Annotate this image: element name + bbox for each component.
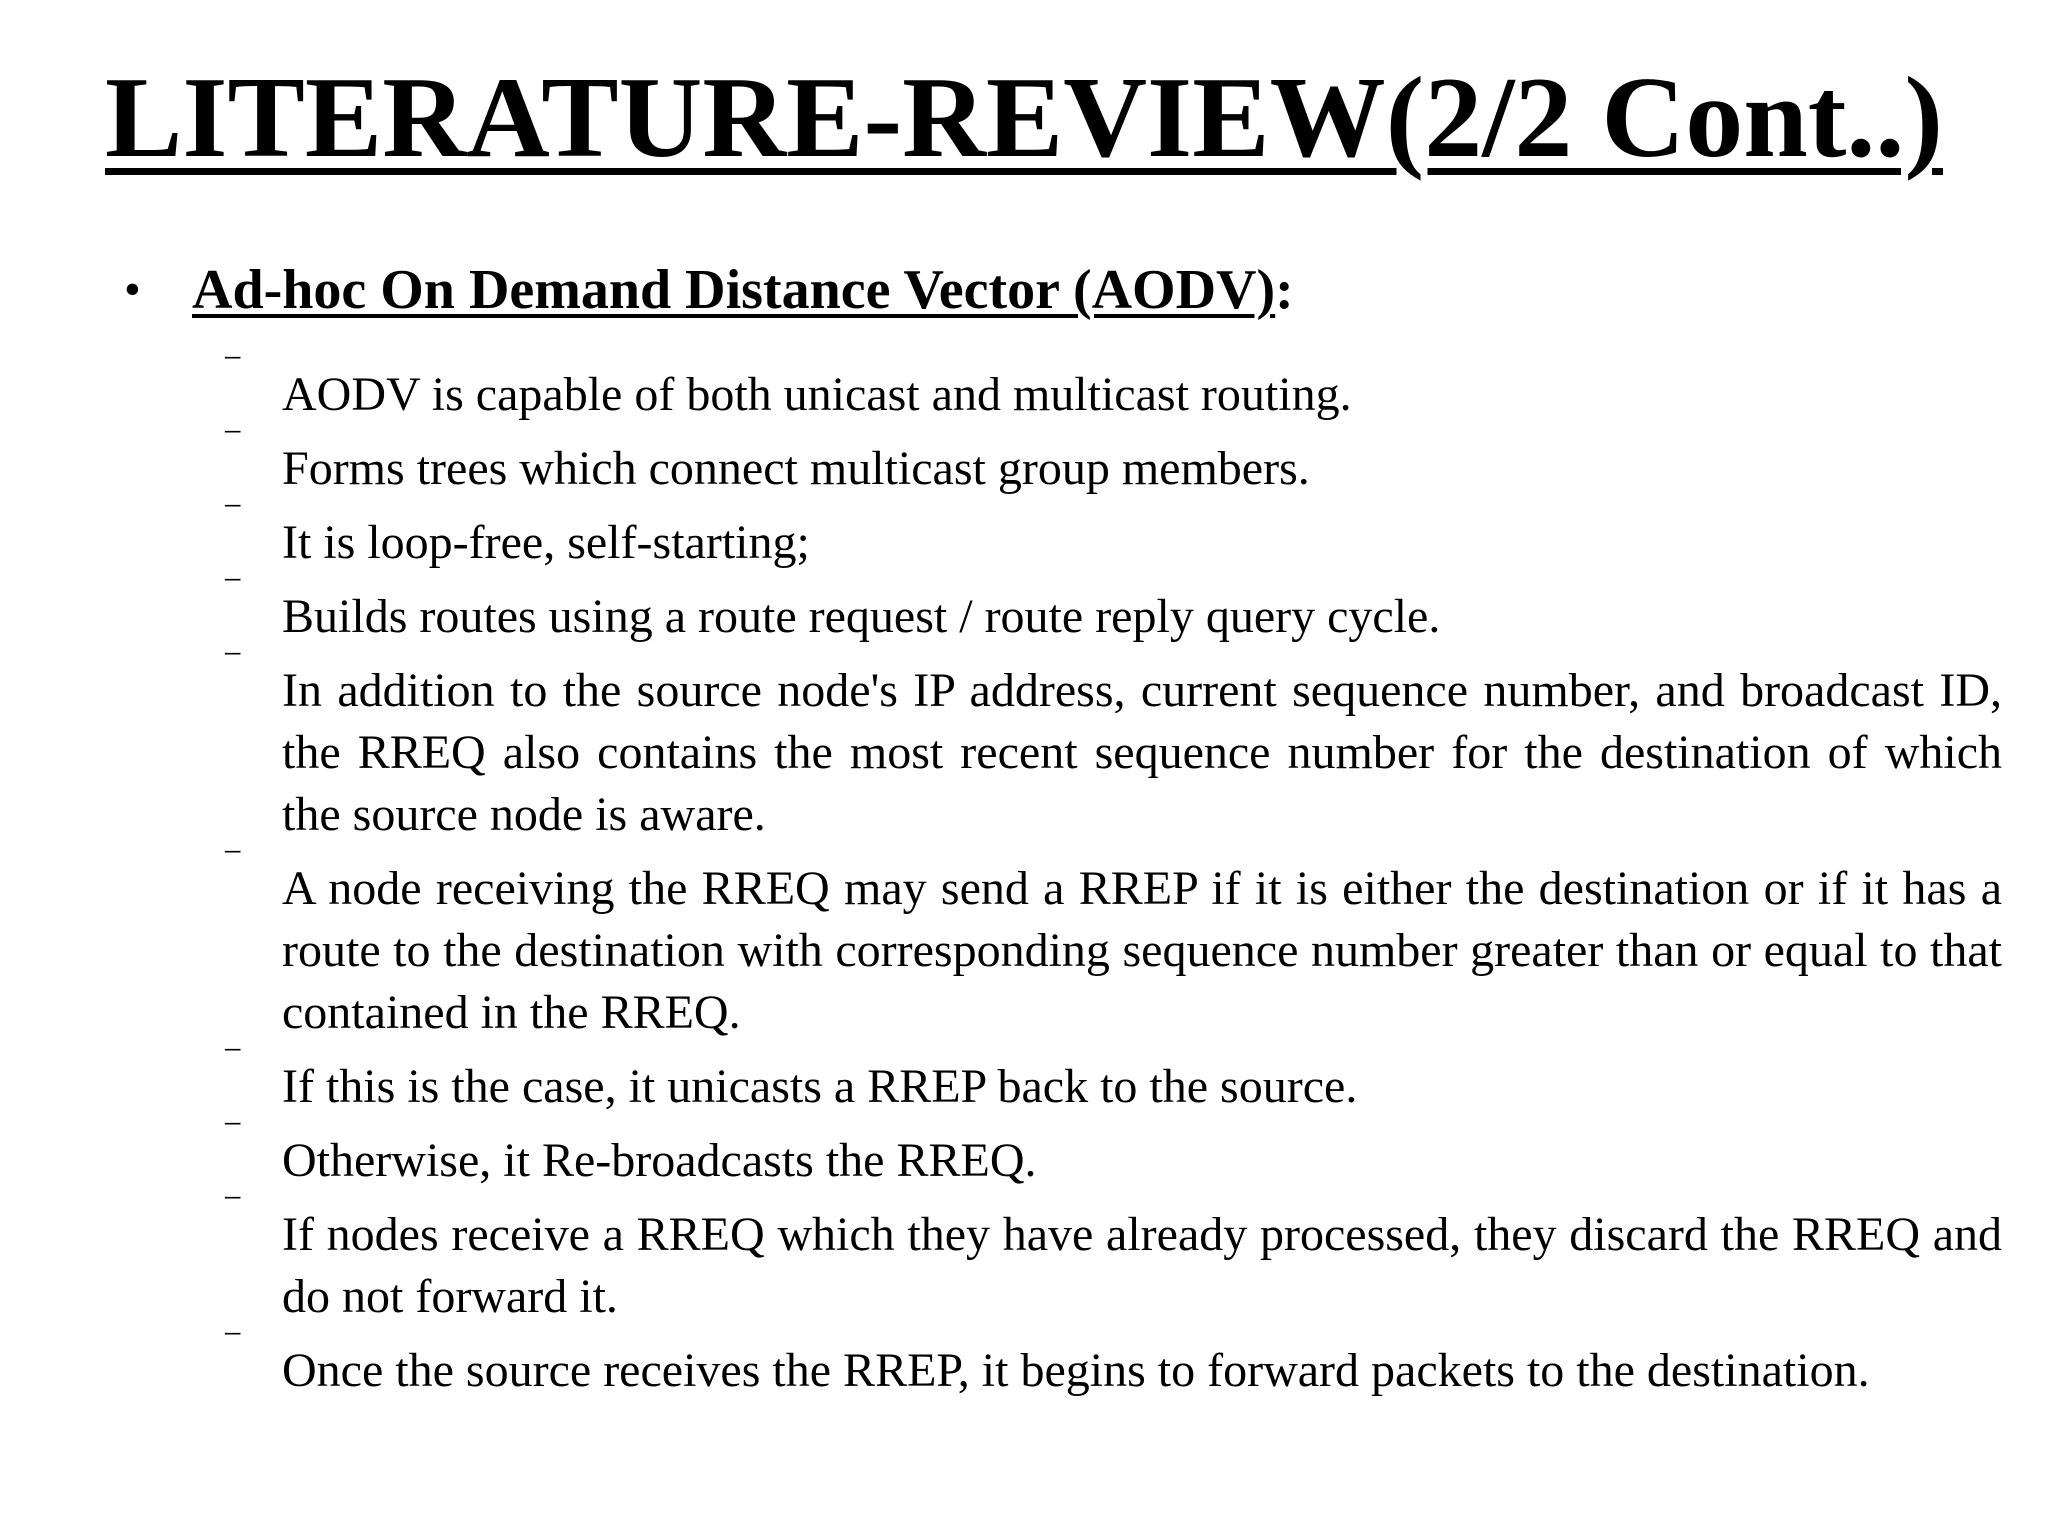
point-text: Otherwise, it Re-broadcasts the RREQ. <box>282 1134 1037 1187</box>
point-text: Forms trees which connect multicast group members. <box>282 442 1310 495</box>
dash-icon: ‾ <box>226 1045 240 1090</box>
point-text: If this is the case, it unicasts a RREP back to the source. <box>282 1060 1358 1113</box>
dash-icon: ‾ <box>226 847 240 892</box>
point-text: Once the source receives the RREP, it begins to forward packets to the destination. <box>282 1344 1870 1397</box>
dash-icon: ‾ <box>226 1119 240 1164</box>
point-text: A node receiving the RREQ may send a RREP if it is either the destination or if it has a route to the destination with corresponding sequence number greater than or equal to that contained in the RREQ. <box>282 862 2002 1039</box>
list-item <box>226 847 2002 1044</box>
dash-icon: ‾ <box>226 1193 240 1238</box>
section-heading-row <box>124 256 1294 324</box>
point-text: Builds routes using a route request / route reply query cycle. <box>282 590 1441 643</box>
slide-title-text: LITERATURE-REVIEW(2/2 Cont..) <box>105 54 1943 182</box>
dash-icon: ‾ <box>226 427 240 472</box>
bullet-icon: • <box>124 263 141 316</box>
slide-title <box>0 48 2048 188</box>
dash-icon: ‾ <box>226 501 240 546</box>
point-text: It is loop-free, self-starting; <box>282 516 810 569</box>
list-item <box>226 649 2002 846</box>
point-text: AODV is capable of both unicast and multicast routing. <box>282 368 1352 421</box>
point-text: In addition to the source node's IP address, current sequence number, and broadcast ID, the RREQ also contains the most recent sequence number for the destination of which the source node is aware. <box>282 664 2002 841</box>
section-heading-text: Ad-hoc On Demand Distance Vector (AODV) <box>192 259 1276 321</box>
list-item <box>226 1329 2002 1402</box>
point-text: If nodes receive a RREQ which they have already processed, they discard the RREQ and do not forward it. <box>282 1208 2002 1323</box>
dash-icon: ‾ <box>226 649 240 694</box>
dash-icon: ‾ <box>226 353 240 398</box>
list-item <box>226 427 2002 500</box>
list-item <box>226 1119 2002 1192</box>
list-item <box>226 501 2002 574</box>
list-item <box>226 1193 2002 1328</box>
list-item <box>226 1045 2002 1118</box>
list-item <box>226 353 2002 426</box>
dash-icon: ‾ <box>226 1329 240 1374</box>
list-item <box>226 575 2002 648</box>
dash-icon: ‾ <box>226 575 240 620</box>
point-list <box>226 353 2002 1414</box>
section-heading <box>192 256 1294 324</box>
section-heading-colon: : <box>1275 259 1294 321</box>
